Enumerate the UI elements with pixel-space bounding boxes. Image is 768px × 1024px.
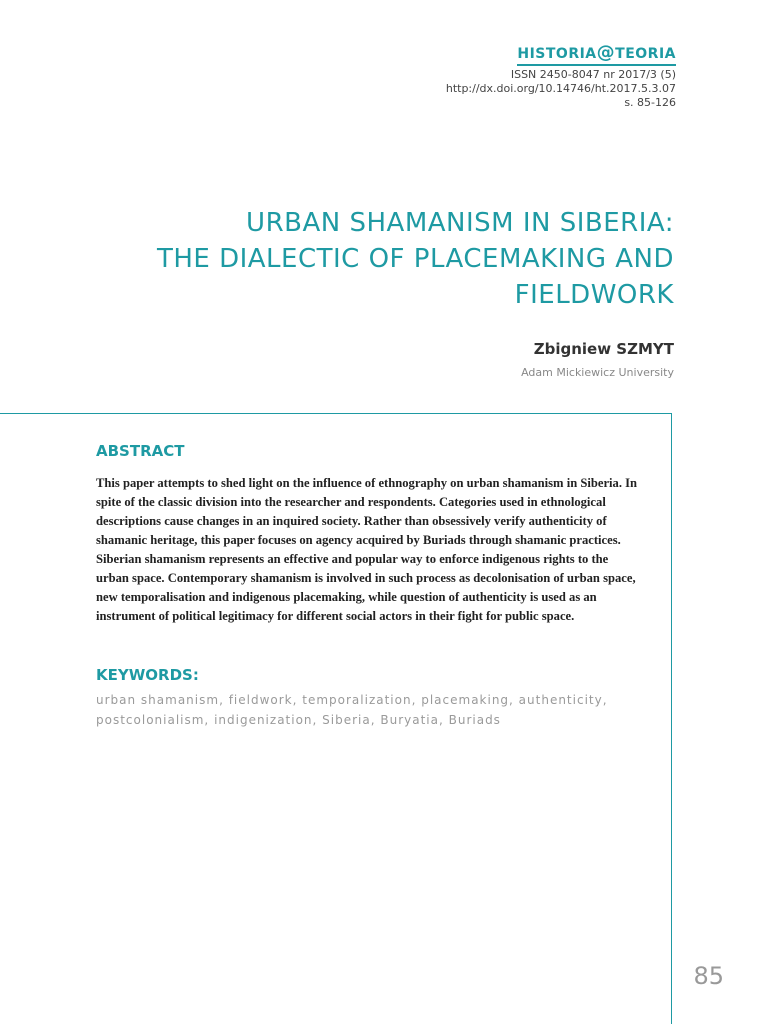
- title-line-1: URBAN SHAMANISM IN SIBERIA:: [246, 208, 674, 238]
- journal-logo: [517, 42, 676, 66]
- author-name: Zbigniew SZMYT: [533, 340, 674, 358]
- page-range: s. 85-126: [624, 96, 676, 109]
- abstract-text: This paper attempts to shed light on the influence of ethnography on urban shamanism in Siberia. In spite of the classic division into the researcher and respondents. Categories used in ethnological descriptions cause changes in an inquired society. Rather than obsessively verify authenticity of shamanic heritage, this paper focuses on agency acquired by Buriads through shamanic practices. Siberian shamanism represents an effective and popular way to enforce indigenous rights to the urban space. Contemporary shamanism is involved in such process as decolonisation of urban space, new temporalisation and indigenous placemaking, while question of authenticity is used as an instrument of political legitimacy for different social actors in their fight for public space.: [96, 476, 638, 623]
- publication-meta: [446, 68, 676, 110]
- journal-name-left: HISTORIA: [517, 46, 597, 62]
- at-sign: @: [596, 42, 616, 63]
- title-line-2: THE DIALECTIC OF PLACEMAKING AND: [156, 244, 674, 274]
- keywords-heading: KEYWORDS:: [96, 666, 199, 684]
- doi-link[interactable]: http://dx.doi.org/10.14746/ht.2017.5.3.07: [445, 82, 676, 95]
- keywords-text: urban shamanism, fieldwork, temporalization, placemaking, authenticity, postcolonialism, indigenization, Siberia, Buryatia, Buriads: [96, 693, 608, 727]
- issn: ISSN 2450-8047 nr 2017/3 (5): [510, 68, 676, 81]
- author-affiliation: Adam Mickiewicz University: [521, 366, 674, 379]
- page-number: 85: [693, 962, 724, 990]
- title-line-3: FIELDWORK: [514, 280, 674, 310]
- abstract-heading: ABSTRACT: [96, 442, 185, 460]
- article-title: [114, 205, 674, 313]
- journal-name-right: TEORIA: [615, 46, 676, 62]
